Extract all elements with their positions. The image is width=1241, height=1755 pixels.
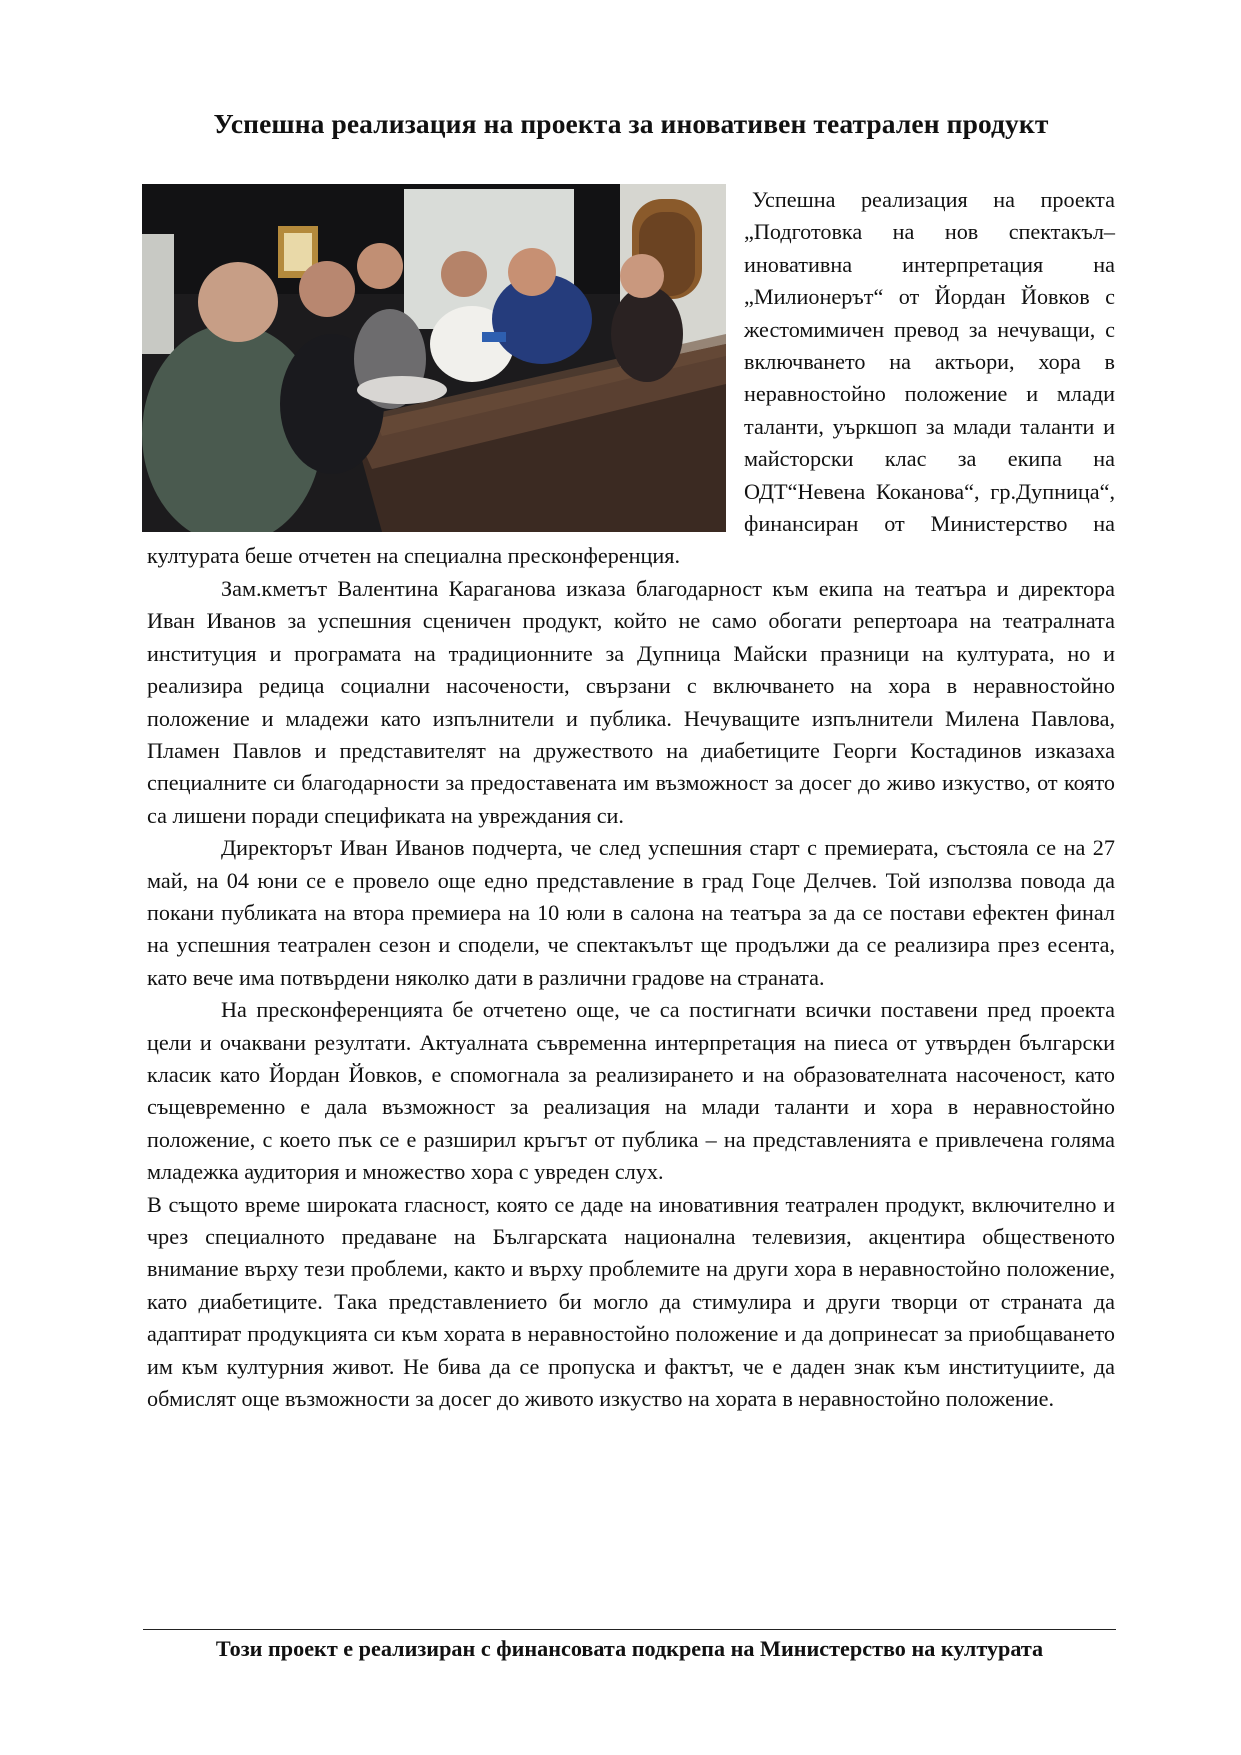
page-title: Успешна реализация на проекта за иновативен театрален продукт [213,108,1049,139]
article-body [147,184,1115,1415]
paragraph-intro: Успешна реализация на проекта „Подготовка на нов спектакъл– иновативна интерпретация на „Милионерът“ от Йордан Йовков с жестомимичен превод за нечуващи, с включването на актьори, хора в неравностойно положение и млади таланти, уъркшоп за млади таланти и майсторски клас за екипа на ОДТ“Невена Коканова“, гр.Дупница“, финансиран от Министерство на културата беше отчетен на специална пресконференция. [147,187,1115,569]
footer-divider [143,1629,1116,1630]
paragraph-press-conference: На пресконференцията бе отчетено още, че са постигнати всички поставени пред проекта цели и очаквани резултати. Актуалната съвременна интерпретация на пиеса от утвърден български класик като Йордан Йовков, е спомогнала за реализирането и на образователната насоченост, като същевременно е дала възможност за реализация на млади таланти и хора в неравностойно положение, с което пък се е разширил кръгът от публика – на представленията е привлечена голяма младежка аудитория и множество хора с увреден слух. [147,997,1115,1185]
document-page [147,106,1115,1415]
paragraph-deputy-mayor: Зам.кметът Валентина Караганова изказа благодарност към екипа на театъра и директора Иван Иванов за успешния сцeничен продукт, който не само обогати репертоара на театралната институция и програмата на традиционните за Дупница Майски празници на културата, но и реализира редица социални насочености, свързани с включването на хора в неравностойно положение и младежи като изпълнители и публика. Нечуващите изпълнители Милена Павлова, Пламен Павлов и представителят на дружеството на диабетиците Георги Костадинов изказаха специалните си благодарности за предоставената им възможност за досег до живо изкуство, от която са лишени поради спецификата на увреждания си. [147,575,1115,828]
paragraph-director: Директорът Иван Иванов подчерта, че след успешния старт с премиерата, състояла се на 27 май, на 04 юни се е провело още едно представление в град Гоце Делчев. Той използва повода да покани публиката на втора премиера на 10 юли в салона на театъра за да се постави ефектен финал на успешния театрален сезон и сподели, че спектакълът ще продължи да се реализира през есента, като вече има потвърдени няколко дати в различни градове на страната. [147,835,1115,990]
funding-footer: Този проект е реализиран с финансовата подкрепа на Министерство на културата [215,1636,1044,1661]
paragraph-publicity: В същото време широката гласност, която се даде на иновативния театрален продукт, включително и чрез специалното предаване на Българската национална телевизия, акцентира общественото внимание върху тези проблеми, както и върху проблемите на други хора в неравностойно положение, като диабетиците. Така представлението би могло да стимулира и други творци от страната да адаптират продукцията си към хората в неравностойно положение и да допринесат за приобщаването им към културния живот. Не бива да се пропуска и фактът, че е даден знак към институциите, да обмислят още възможности за досег до живото изкуство на хората в неравностойно положение. [147,1191,1115,1412]
press-conference-photo [142,184,726,532]
